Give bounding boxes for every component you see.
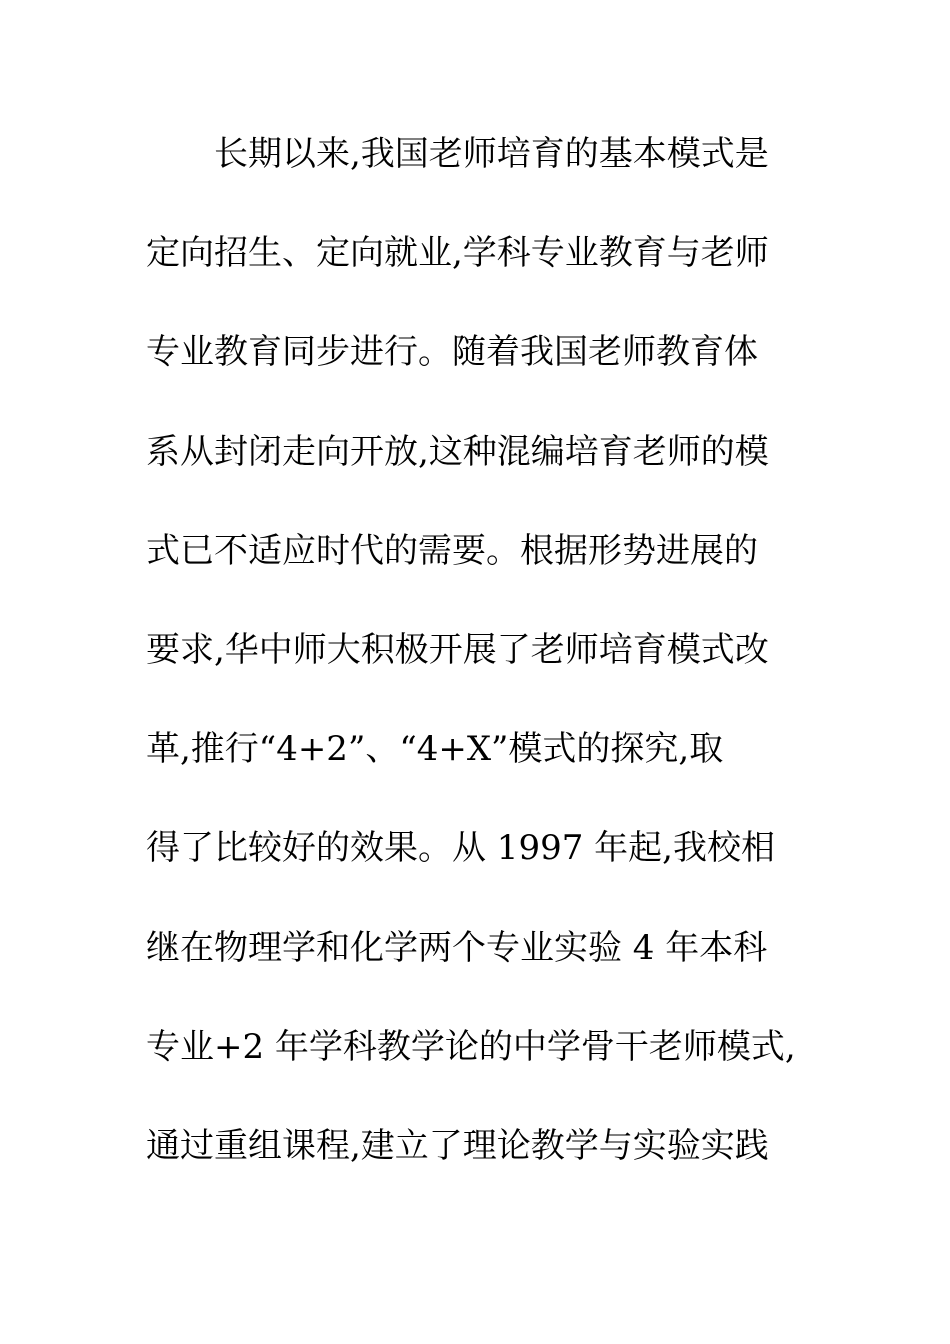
text-line-3: 专业教育同步进行。随着我国老师教育体 xyxy=(146,332,758,373)
text-line-8: 得了比较好的效果。从 1997 年起,我校相 xyxy=(146,828,775,869)
text-line-4: 系从封闭走向开放,这种混编培育老师的模 xyxy=(146,431,769,472)
text-line-11: 通过重组课程,建立了理论教学与实验实践 xyxy=(146,1125,769,1166)
body-paragraph xyxy=(146,123,806,1214)
text-line-6: 要求,华中师大积极开展了老师培育模式改 xyxy=(146,629,769,670)
text-line-1: 长期以来,我国老师培育的基本模式是 xyxy=(146,134,769,174)
text-line-9: 继在物理学和化学两个专业实验 4 年本科 xyxy=(146,927,768,968)
text-line-10: 专业+2 年学科教学论的中学骨干老师模式, xyxy=(146,1026,796,1067)
text-line-2: 定向招生、定向就业,学科专业教育与老师 xyxy=(146,233,769,274)
text-line-7: 革,推行“4+2”、“4+X”模式的探究,取 xyxy=(146,729,724,770)
text-line-5: 式已不适应时代的需要。根据形势进展的 xyxy=(146,530,758,571)
